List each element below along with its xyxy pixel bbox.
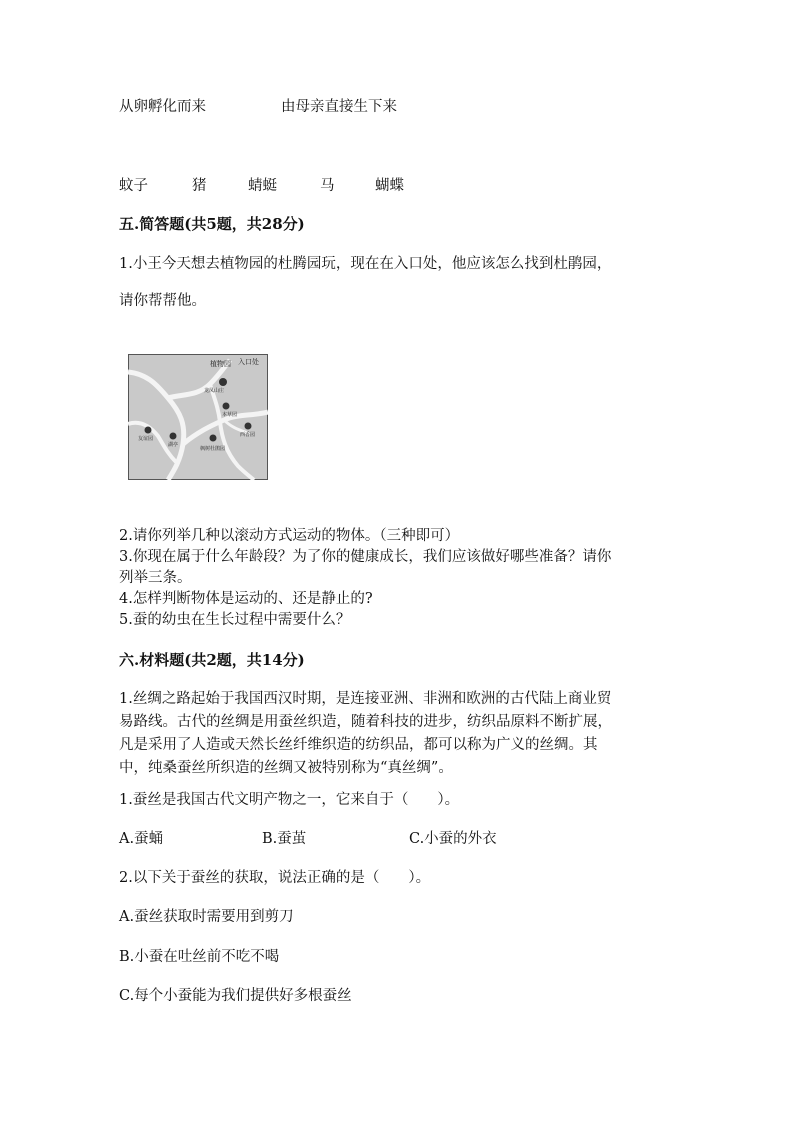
map-label-garden: 植物园	[210, 360, 231, 368]
map-label-maple: 枫树杜鹃园	[200, 446, 226, 452]
sub1-option-b: B.蚕茧	[262, 831, 307, 847]
category-viviparous: 由母亲直接生下来	[281, 99, 397, 115]
map-label-friendship: 友谊园	[138, 436, 154, 442]
map-label-dragon-hill: 龙凤山庄	[204, 388, 225, 394]
q2: 2.请你列举几种以滚动方式运动的物体。（三种即可）	[119, 528, 460, 544]
map-label-herb: 本草园	[222, 412, 238, 418]
q1-line1: 1.小王今天想去植物园的杜腾园玩，现在在入口处，他应该怎么找到杜鹃园，	[119, 256, 612, 272]
sub2-option-b: B.小蚕在吐丝前不吃不喝	[119, 949, 280, 965]
q4: 4.怎样判断物体是运动的、还是静止的?	[119, 591, 373, 607]
q5: 5.蚕的幼虫在生长过程中需要什么？	[119, 612, 351, 628]
section5-title: 五.简答题(共5题，共28分)	[119, 215, 305, 233]
animal-dragonfly: 蜻蜓	[248, 178, 277, 194]
map-label-entrance: 入口处	[238, 358, 259, 366]
q1-line2: 请你帮帮他。	[119, 293, 206, 309]
animal-horse: 马	[320, 178, 335, 194]
material-line: 中，纯桑蚕丝所织造的丝绸又被特别称为“真丝绸”。	[119, 760, 453, 776]
sub2-option-c: C.每个小蚕能为我们提供好多根蚕丝	[119, 988, 352, 1004]
sub2-option-a: A.蚕丝获取时需要用到剪刀	[119, 909, 294, 925]
animal-pig: 猪	[192, 178, 207, 194]
material-line: 1.丝绸之路起始于我国西汉时期，是连接亚洲、非洲和欧洲的古代陆上商业贸	[119, 691, 612, 707]
map-label-center: 湖亭	[168, 442, 179, 448]
section6-title: 六.材料题(共2题，共14分)	[119, 651, 305, 669]
category-oviparous: 从卵孵化而来	[119, 99, 206, 115]
sub-question-1: 1.蚕丝是我国古代文明产物之一，它来自于（ ）。	[119, 792, 460, 808]
material-line: 易路线。古代的丝绸是用蚕丝织造，随着科技的进步，纺织品原料不断扩展，	[119, 714, 612, 730]
sub1-option-c: C.小蚕的外衣	[409, 831, 497, 847]
garden-map	[128, 354, 268, 480]
map-label-west: 西香园	[240, 432, 256, 438]
sub1-option-a: A.蚕蛹	[119, 831, 164, 847]
animal-butterfly: 蝴蝶	[375, 178, 404, 194]
animal-mosquito: 蚊子	[119, 178, 148, 194]
q3-line2: 列举三条。	[119, 570, 192, 586]
material-passage	[119, 688, 679, 780]
sub-question-2: 2.以下关于蚕丝的获取，说法正确的是（ ）。	[119, 870, 431, 886]
material-line: 凡是采用了人造或天然长丝纤维织造的纺织品，都可以称为广义的丝绸。其	[119, 737, 598, 753]
q3-line1: 3.你现在属于什么年龄段？为了你的健康成长，我们应该做好哪些准备？请你	[119, 549, 612, 565]
